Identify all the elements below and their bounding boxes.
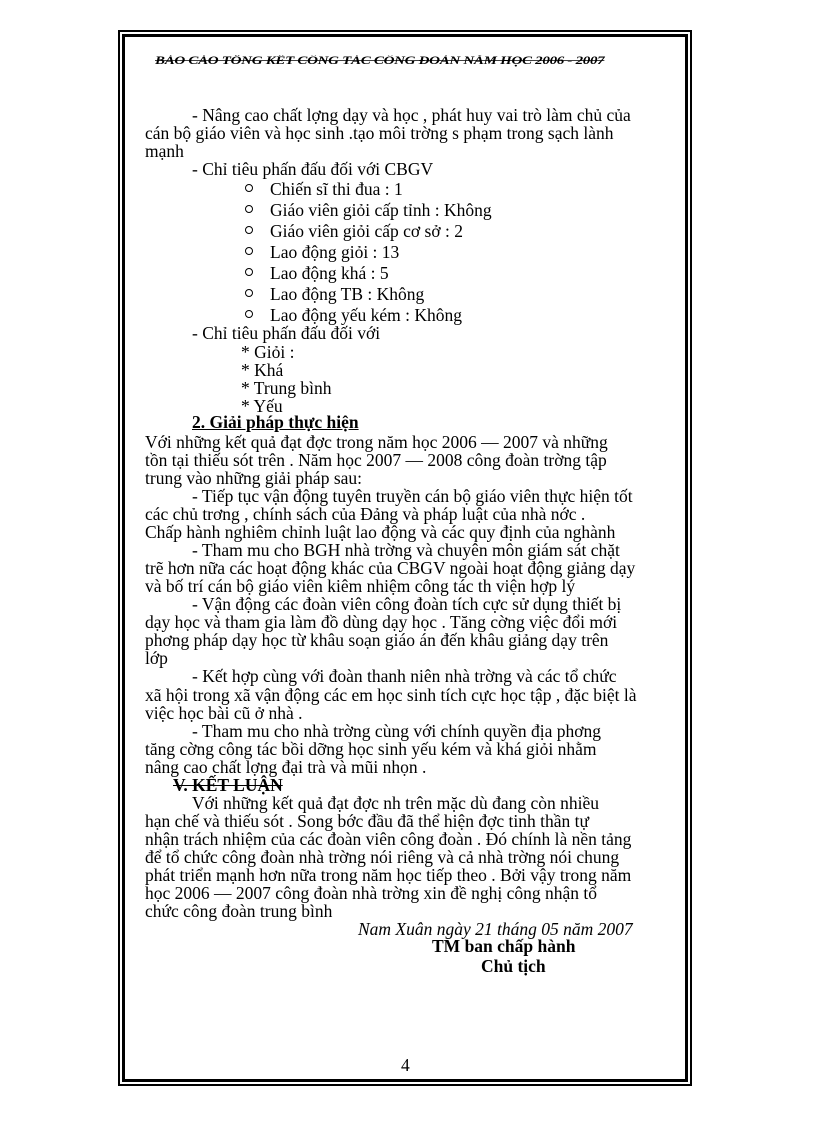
circle-bullet-icon: [245, 226, 253, 234]
targets-students-title: - Chỉ tiêu phấn đấu đối với: [192, 323, 381, 343]
target-item: Giáo viên giỏi cấp cơ sở : 2: [270, 221, 463, 241]
solutions-line: Chấp hành nghiêm chỉnh luật lao động và các quy định của nghành: [145, 522, 616, 542]
solutions-line: việc học bài cũ ở nhà .: [145, 703, 303, 723]
signature-title: Chủ tịch: [481, 956, 546, 976]
conclusion-line: hạn chế và thiếu sót . Song bớc đầu đã thể hiện đợc tinh thần tự: [145, 811, 590, 831]
student-target-item: * Giỏi :: [241, 342, 295, 362]
solutions-line: phơng pháp dạy học từ khâu soạn giáo án đến khâu giảng dạy trên: [145, 630, 609, 650]
target-item: Lao động yếu kém : Không: [270, 305, 462, 325]
solutions-line: xã hội trong xã vận động các em học sinh tích cực học tập , đặc biệt là: [145, 685, 637, 705]
solutions-line: trung vào những giải pháp sau:: [145, 468, 363, 488]
circle-bullet-icon: [245, 268, 253, 276]
solutions-line: - Tham mu cho BGH nhà trờng và chuyên môn giám sát chặt: [192, 540, 620, 560]
page-number: 4: [401, 1055, 410, 1075]
solutions-line: tăng cờng công tác bồi dỡng học sinh yếu kém và khá giỏi nhằm: [145, 739, 597, 759]
solutions-line: - Kết hợp cùng với đoàn thanh niên nhà trờng và các tổ chức: [192, 666, 617, 686]
target-item: Giáo viên giỏi cấp tỉnh : Không: [270, 200, 492, 220]
conclusion-line: học 2006 — 2007 công đoàn nhà trờng xin đề nghị công nhận tổ: [145, 883, 598, 903]
target-item: Lao động giỏi : 13: [270, 242, 400, 262]
solutions-line: các chủ trơng , chính sách của Đảng và pháp luật của nhà nớc .: [145, 504, 586, 524]
student-target-item: * Yếu: [241, 396, 283, 416]
conclusion-heading: V. KẾT LUẬN: [173, 775, 283, 795]
page-header: BÁO CÁO TỔNG KẾT CÔNG TÁC CÔNG ĐOÀN NĂM HỌC 2006 - 2007: [155, 55, 605, 67]
circle-bullet-icon: [245, 310, 253, 318]
conclusion-line: Với những kết quả đạt đợc nh trên mặc dù đang còn nhiều: [192, 793, 600, 813]
solutions-line: và bố trí cán bộ giáo viên kiêm nhiệm công tác th viện hợp lý: [145, 576, 576, 596]
solutions-line: - Tiếp tục vận động tuyên truyền cán bộ giáo viên thực hiện tốt: [192, 486, 633, 506]
targets-cbgv-title: - Chỉ tiêu phấn đấu đối với CBGV: [192, 159, 434, 179]
signature-org: TM ban chấp hành: [432, 936, 576, 956]
intro-line-1: - Nâng cao chất lợng dạy và học , phát huy vai trò làm chủ của: [192, 105, 631, 125]
intro-line-3: mạnh: [145, 141, 184, 161]
solutions-line: trẽ hơn nữa các hoạt động khác của CBGV ngoài hoạt động giảng dạy: [145, 558, 636, 578]
solutions-line: dạy học và tham gia làm đồ dùng dạy học . Tăng cờng việc đổi mới: [145, 612, 618, 632]
solutions-line: lớp: [145, 648, 168, 668]
intro-line-2: cán bộ giáo viên và học sinh .tạo môi trờng s phạm trong sạch lành: [145, 123, 614, 143]
target-item: Lao động khá : 5: [270, 263, 389, 283]
circle-bullet-icon: [245, 247, 253, 255]
signature-place-date: Nam Xuân ngày 21 tháng 05 năm 2007: [358, 919, 633, 939]
solutions-heading: 2. Giải pháp thực hiện: [192, 412, 359, 432]
conclusion-line: chức công đoàn trung bình: [145, 901, 333, 921]
student-target-item: * Khá: [241, 360, 284, 380]
solutions-line: tồn tại thiếu sót trên . Năm học 2007 — 2008 công đoàn trờng tập: [145, 450, 607, 470]
circle-bullet-icon: [245, 184, 253, 192]
solutions-line: - Vận động các đoàn viên công đoàn tích cực sử dụng thiết bị: [192, 594, 622, 614]
solutions-line: Với những kết quả đạt đợc trong năm học 2006 — 2007 và những: [145, 432, 608, 452]
solutions-line: nâng cao chất lợng đại trà và mũi nhọn .: [145, 757, 427, 777]
circle-bullet-icon: [245, 289, 253, 297]
circle-bullet-icon: [245, 205, 253, 213]
conclusion-line: phát triển mạnh hơn nữa trong năm học tiếp theo . Bởi vậy trong năm: [145, 865, 632, 885]
target-item: Lao động TB : Không: [270, 284, 425, 304]
solutions-line: - Tham mu cho nhà trờng cùng với chính quyền địa phơng: [192, 721, 601, 741]
target-item: Chiến sĩ thi đua : 1: [270, 179, 403, 199]
student-target-item: * Trung bình: [241, 378, 332, 398]
conclusion-line: nhận trách nhiệm của các đoàn viên công đoàn . Đó chính là nền tảng: [145, 829, 632, 849]
conclusion-line: để tổ chức công đoàn nhà trờng nói riêng và cả nhà trờng nói chung: [145, 847, 620, 867]
